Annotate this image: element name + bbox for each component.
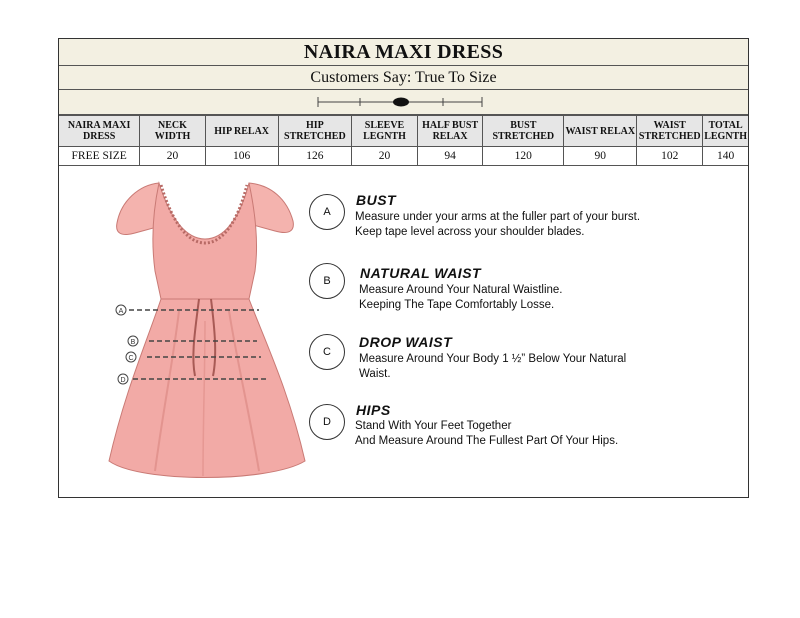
column-header: HIP STRETCHED	[278, 116, 351, 147]
guide-text: Measure Around Your Natural Waistline. Keeping The Tape Comfortably Losse.	[359, 284, 563, 311]
fit-scale	[59, 90, 748, 115]
page-title: NAIRA MAXI DRESS	[59, 39, 748, 66]
svg-text:D: D	[120, 377, 126, 384]
fit-scale-icon	[59, 90, 750, 115]
guide-title-hips: HIPS	[356, 402, 391, 418]
svg-text:C: C	[128, 355, 134, 362]
column-header: WAIST RELAX	[564, 116, 637, 147]
table-header-row	[59, 116, 748, 147]
table-cell: 140	[703, 147, 748, 166]
table-cell: 126	[278, 147, 351, 166]
table-row	[59, 147, 748, 166]
table-cell: 94	[417, 147, 482, 166]
guide-title-bust: BUST	[356, 192, 397, 208]
dress-illustration	[99, 171, 319, 491]
guide-text: Stand With Your Feet Together And Measure Around The Fullest Part Of Your Hips.	[355, 420, 619, 447]
column-header: NAIRA MAXI DRESS	[59, 116, 140, 147]
table-cell: 106	[205, 147, 278, 166]
guide-title-drop-waist: DROP WAIST	[359, 334, 453, 350]
svg-text:A: A	[118, 308, 124, 315]
table-cell: 20	[352, 147, 418, 166]
guide-text: Measure Around Your Body 1 ½” Below Your Natural Waist.	[359, 353, 627, 380]
letter-circle-d: D	[309, 404, 345, 440]
fit-subtitle: Customers Say: True To Size	[59, 66, 748, 90]
column-header: TOTAL LEGNTH	[703, 116, 748, 147]
column-header: SLEEVE LEGNTH	[352, 116, 418, 147]
table-cell: 20	[140, 147, 205, 166]
table-cell: FREE SIZE	[59, 147, 140, 166]
column-header: HIP RELAX	[205, 116, 278, 147]
guide-hips	[309, 402, 689, 452]
letter-circle-a: A	[309, 194, 345, 230]
guide-title-natural-waist: NATURAL WAIST	[360, 265, 482, 281]
table-cell: 120	[483, 147, 564, 166]
table-cell: 102	[637, 147, 703, 166]
left-sleeve	[117, 183, 159, 235]
size-chart	[58, 38, 749, 498]
column-header: BUST STRETCHED	[483, 116, 564, 147]
column-header: NECK WIDTH	[140, 116, 205, 147]
letter-circle-c: C	[309, 334, 345, 370]
column-header: WAIST STRETCHED	[637, 116, 703, 147]
letter-circle-b: B	[309, 263, 345, 299]
table-cell: 90	[564, 147, 637, 166]
guide-drop-waist	[309, 334, 689, 384]
measurement-table	[59, 115, 748, 166]
skirt	[109, 299, 305, 478]
guide-natural-waist	[309, 263, 689, 313]
column-header: HALF BUST RELAX	[417, 116, 482, 147]
guide-bust	[309, 192, 689, 242]
svg-text:B: B	[130, 339, 136, 346]
guide-text: Measure under your arms at the fuller part of your burst. Keep tape level across your shoulder blades.	[355, 211, 641, 238]
